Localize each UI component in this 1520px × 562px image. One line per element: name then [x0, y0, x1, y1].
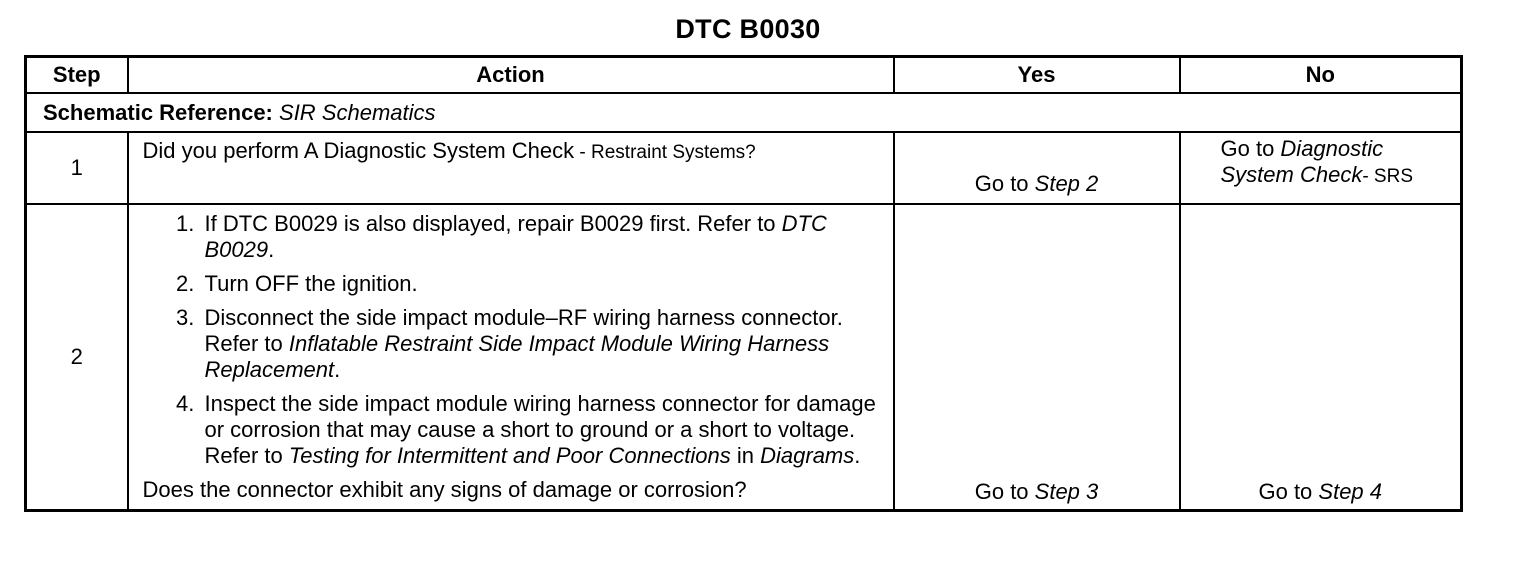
step2-no-prefix: Go to — [1258, 479, 1319, 504]
schematic-reference-row — [26, 93, 1462, 132]
header-action: Action — [128, 57, 894, 94]
step-yes-cell — [894, 204, 1180, 511]
step2-question: Does the connector exhibit any signs of damage or corrosion? — [142, 477, 747, 502]
schematic-reference-label: Schematic Reference: — [43, 99, 273, 125]
diagnostic-table — [24, 55, 1463, 512]
step1-no-prefix: Go to — [1220, 136, 1281, 161]
step1-no-link-2[interactable]: System Check — [1220, 162, 1363, 187]
step1-action-tail: - Restraint Systems? — [574, 142, 756, 163]
step2-no-link[interactable]: Step 4 — [1318, 479, 1383, 504]
ref-link[interactable]: Inflatable Restraint Side Impact Module Wiring Harness Replacement — [204, 331, 830, 382]
table-row-step-1 — [26, 132, 1462, 204]
step1-no-suffix: - SRS — [1362, 166, 1414, 187]
step1-action-text: Did you perform A Diagnostic System Check — [142, 138, 575, 163]
step-action — [128, 132, 894, 204]
step-no-cell — [1180, 204, 1462, 511]
substep-text: . — [268, 237, 275, 262]
step1-no-link-1[interactable]: Diagnostic — [1280, 136, 1384, 161]
step2-yes-link[interactable]: Step 3 — [1034, 479, 1099, 504]
list-item — [201, 211, 883, 263]
table-row-step-2 — [26, 204, 1462, 511]
header-row — [26, 57, 1462, 94]
substep-text: . — [854, 443, 861, 468]
substep-text: in — [730, 443, 761, 468]
header-no: No — [1180, 57, 1462, 94]
substep-list — [143, 211, 883, 469]
step-number: 1 — [26, 132, 128, 204]
substep-text: Turn OFF the ignition. — [204, 271, 418, 296]
step1-yes-link[interactable]: Step 2 — [1034, 171, 1099, 196]
schematic-reference-cell — [26, 93, 1462, 132]
ref-link[interactable]: Testing for Intermittent and Poor Connections — [288, 443, 731, 468]
list-item — [201, 391, 883, 469]
step-no-cell — [1180, 132, 1462, 204]
ref-link[interactable]: DTC B0029 — [204, 211, 827, 262]
ref-link[interactable]: Diagrams — [760, 443, 855, 468]
step-number: 2 — [26, 204, 128, 511]
header-step: Step — [26, 57, 128, 94]
header-yes: Yes — [894, 57, 1180, 94]
step2-yes-prefix: Go to — [974, 479, 1035, 504]
substep-text: . — [334, 357, 341, 382]
substep-text: Inspect the side impact module wiring harness connector for damage or corrosion that may cause a short to ground or a short to voltage. Refer to — [204, 391, 876, 468]
schematic-reference-link[interactable]: SIR Schematics — [279, 99, 436, 125]
step-action — [128, 204, 894, 511]
list-item — [201, 271, 883, 297]
step1-yes-prefix: Go to — [974, 171, 1035, 196]
substep-text: Disconnect the side impact module–RF wiring harness connector. Refer to — [204, 305, 843, 356]
list-item — [201, 305, 883, 383]
page-title: DTC B0030 — [675, 14, 821, 44]
step-yes-cell — [894, 132, 1180, 204]
substep-text: If DTC B0029 is also displayed, repair B0029 first. Refer to — [204, 211, 782, 236]
